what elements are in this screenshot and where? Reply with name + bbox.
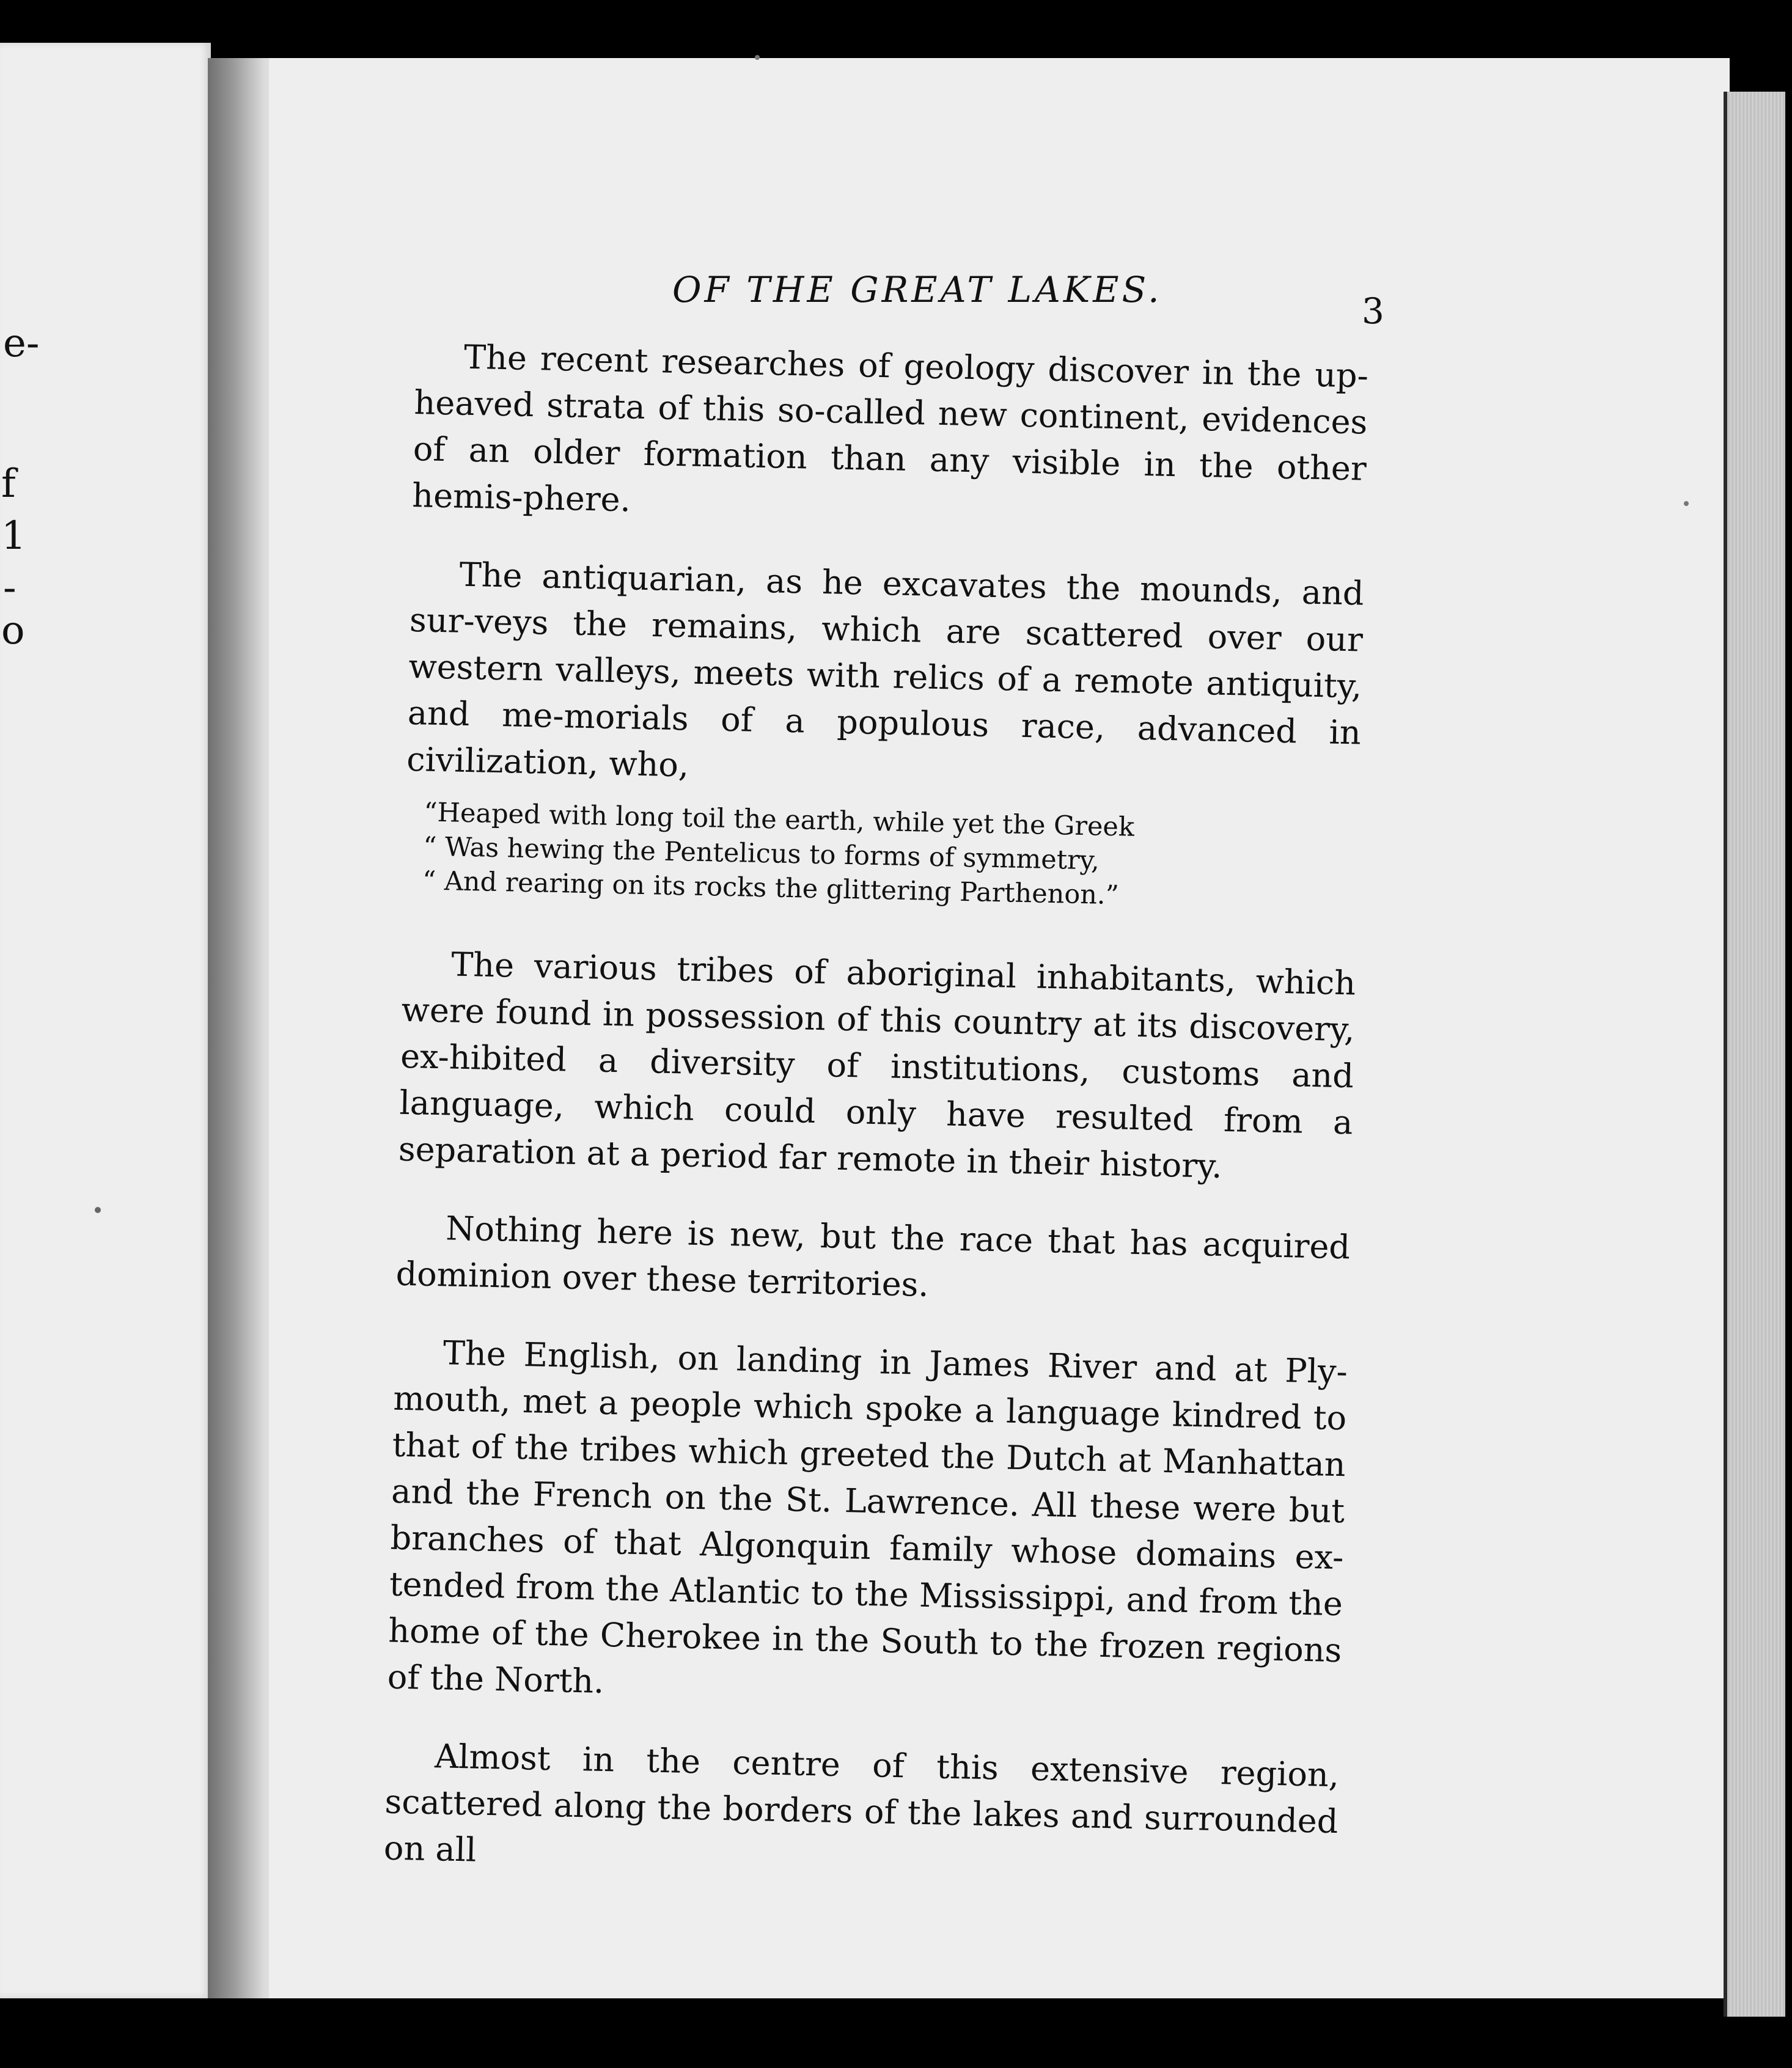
poem-quote (422, 795, 1359, 917)
poem-line: “Heaped with long toil the earth, while yet the Greek (424, 797, 1135, 843)
left-page-fragment: o (1, 608, 25, 653)
poem-line: “ And rearing on its rocks the glittering Parthenon.” (422, 865, 1120, 911)
paragraph: The recent researches of geology discover in the up-heaved strata of this so-called new continent, evidences of an older formation than any visible in the other hemis-phere. (411, 337, 1369, 519)
ink-speck (755, 55, 760, 60)
paragraph: The various tribes of aboriginal inhabitants, which were found in possession of this country at its discovery, ex-hibited a diversity of institutions, customs and language, which could only have resulted from a separation at a period far remote in their history. (398, 945, 1356, 1186)
ink-speck (1684, 501, 1689, 506)
left-page-fragment: - (3, 565, 17, 610)
running-header: OF THE GREAT LAKES. (672, 269, 1162, 310)
page-body (383, 333, 1368, 1923)
left-page-fragment: 1 (1, 513, 26, 559)
poem-line: “ Was hewing the Pentelicus to forms of symmetry, (422, 831, 1100, 876)
left-page-fragment: e- (3, 321, 40, 366)
left-page-fragment: f (1, 461, 16, 507)
paragraph: The English, on landing in James River and at Ply-mouth, met a people which spoke a language kindred to that of the tribes which greeted the Dutch at Manhattan and the French on the St. Lawrence. All these were but branches of that Algonquin family whose domains ex-tended from the Atlantic to the Mississippi, and from the home of the Cherokee in the South to the frozen regions of the North. (387, 1333, 1348, 1701)
page-number: 3 (1362, 290, 1384, 332)
paragraph: The antiquarian, as he excavates the mounds, and sur-veys the remains, which are scattered over our western valleys, meets with relics of a remote antiquity, and me-morials of a populous race, advanced in civilization, who, (406, 555, 1365, 785)
left-page-edge (0, 43, 211, 1998)
paragraph: Nothing here is new, but the race that has acquired dominion over these territories. (395, 1209, 1351, 1304)
ink-speck (95, 1207, 101, 1213)
paragraph: Almost in the centre of this extensive region, scattered along the borders of the lakes and surrounded on all (383, 1737, 1340, 1869)
page-fore-edge (1724, 92, 1785, 2017)
